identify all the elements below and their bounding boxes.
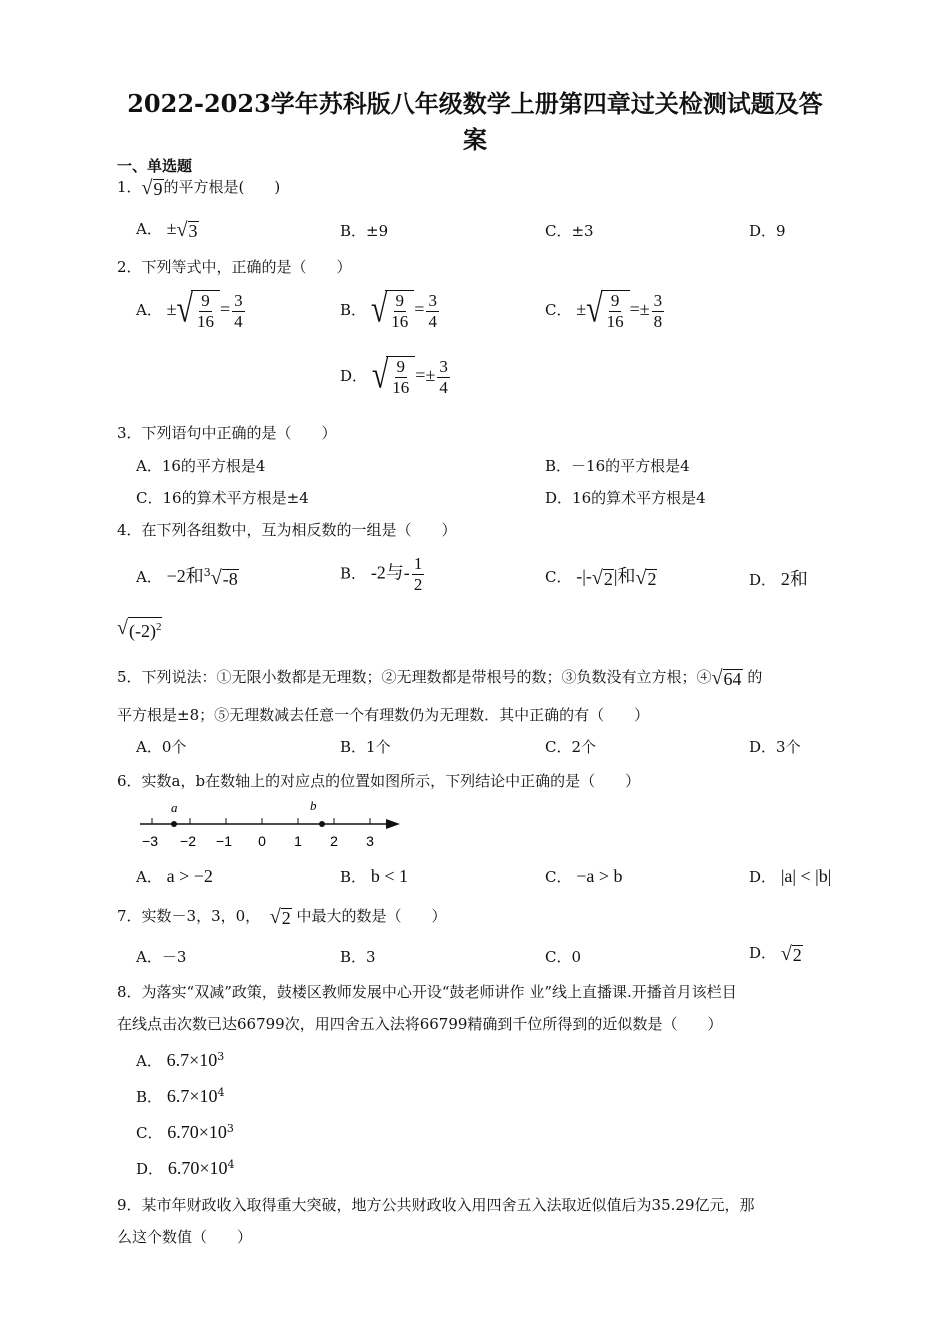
number-line-arrow	[386, 819, 400, 829]
q4-option-d-cont: √ $(-2)^2$	[117, 617, 162, 641]
document-title: 2022-2023学年苏科版八年级数学上册第四章过关检测试题及答	[127, 89, 823, 118]
point-a	[171, 821, 177, 827]
section-heading: 一、单选题	[117, 157, 193, 175]
q3-option-a: A．16的平方根是4	[136, 457, 266, 475]
q6-option-c: C． −a > b	[545, 866, 623, 886]
q7-option-b: B．3	[340, 948, 376, 966]
q5-option-a: A．0个	[136, 738, 187, 756]
q1-option-c: C．±3	[545, 222, 594, 240]
q3-option-d: D．16的算术平方根是4	[545, 489, 706, 507]
question-4: 4．在下列各组数中，互为相反数的一组是（ ）	[117, 521, 457, 539]
q4-option-d: D． 2和	[749, 569, 808, 589]
point-b	[319, 821, 325, 827]
q8-option-a: A． $6.7\times 10^3$	[136, 1050, 225, 1070]
tick-label: 0	[258, 833, 266, 849]
q2-option-d: D． √ $\frac{9}{16}$ =± $\frac{3}{4}$	[340, 353, 448, 397]
q4-option-c: C． -|- √ 2 |和 √ 2	[545, 566, 657, 589]
question-1: 1． √ 9 的平方根是( )	[117, 176, 281, 199]
q6-option-b: B． b < 1	[340, 866, 408, 886]
question-9-cont: 么这个数值（ ）	[117, 1228, 253, 1246]
q5-option-c: C．2个	[545, 738, 597, 756]
question-3: 3．下列语句中正确的是（ ）	[117, 424, 337, 442]
q1-option-a: A． ± √ 3	[136, 218, 198, 241]
q6-option-a: A． a > −2	[136, 866, 213, 886]
question-9: 9．某市年财政收入取得重大突破，地方公共财政收入用四舍五入法取近似值后为35.29亿元，那	[117, 1196, 755, 1214]
question-5: 5．下列说法：①无限小数都是无理数；②无理数都是带根号的数；③负数没有立方根；④ √ 64 的	[117, 666, 763, 689]
tick-label: 1	[294, 833, 302, 849]
q8-option-d: D． $6.70\times 10^4$	[136, 1158, 235, 1178]
tick-label: −3	[142, 833, 158, 849]
point-a-label: a	[171, 800, 178, 815]
question-2: 2．下列等式中，正确的是（ ）	[117, 258, 352, 276]
tick-label: −1	[216, 833, 232, 849]
question-7: 7．实数－3，3，0， √ 2 中最大的数是（ ）	[117, 905, 447, 928]
number-line-labels	[142, 833, 374, 849]
q4-option-a: A． −2和$^3$ √ -8	[136, 566, 238, 589]
q8-option-c: C． $6.70\times 10^3$	[136, 1122, 234, 1142]
q7-option-a: A．－3	[136, 948, 187, 966]
q2-option-b: B． √ $\frac{9}{16}$ = $\frac{3}{4}$	[340, 287, 437, 331]
q7-option-d: D． √ 2	[749, 942, 802, 965]
q5-option-b: B．1个	[340, 738, 391, 756]
q1-option-b: B．±9	[340, 222, 389, 240]
document-title-cont: 案	[463, 125, 487, 154]
q4-option-b: B． -2与- $\frac{1}{2}$	[340, 554, 423, 594]
question-8-cont: 在线点击次数已达66799次，用四舍五入法将66799精确到千位所得到的近似数是（ ）	[117, 1015, 723, 1033]
q3-option-c: C．16的算术平方根是±4	[136, 489, 309, 507]
sqrt-expr: √ 9	[141, 176, 163, 199]
tick-label: 2	[330, 833, 338, 849]
question-5-cont: 平方根是±8；⑤无理数减去任意一个有理数仍为无理数．其中正确的有（ ）	[117, 706, 650, 724]
q7-option-c: C．0	[545, 948, 582, 966]
point-b-label: b	[310, 798, 317, 813]
q5-option-d: D．3个	[749, 738, 801, 756]
q2-option-c: C． ± √ $\frac{9}{16}$ =± $\frac{3}{8}$	[545, 287, 663, 331]
number-line-ticks	[152, 818, 370, 824]
q6-option-d: D． |a| < |b|	[749, 866, 832, 886]
tick-label: 3	[366, 833, 374, 849]
question-8: 8．为落实“双减”政策，鼓楼区教师发展中心开设“鼓老师讲作 业”线上直播课.开播首月该栏目	[117, 983, 737, 1001]
number-line-figure	[140, 796, 410, 854]
question-6: 6．实数a，b在数轴上的对应点的位置如图所示，下列结论中正确的是（ ）	[117, 772, 641, 790]
q2-option-a: A． ± √ $\frac{9}{16}$ = $\frac{3}{4}$	[136, 287, 243, 331]
q8-option-b: B． $6.7\times 10^4$	[136, 1086, 225, 1106]
q3-option-b: B．－16的平方根是4	[545, 457, 690, 475]
q1-option-d: D．9	[749, 222, 786, 240]
tick-label: −2	[180, 833, 196, 849]
